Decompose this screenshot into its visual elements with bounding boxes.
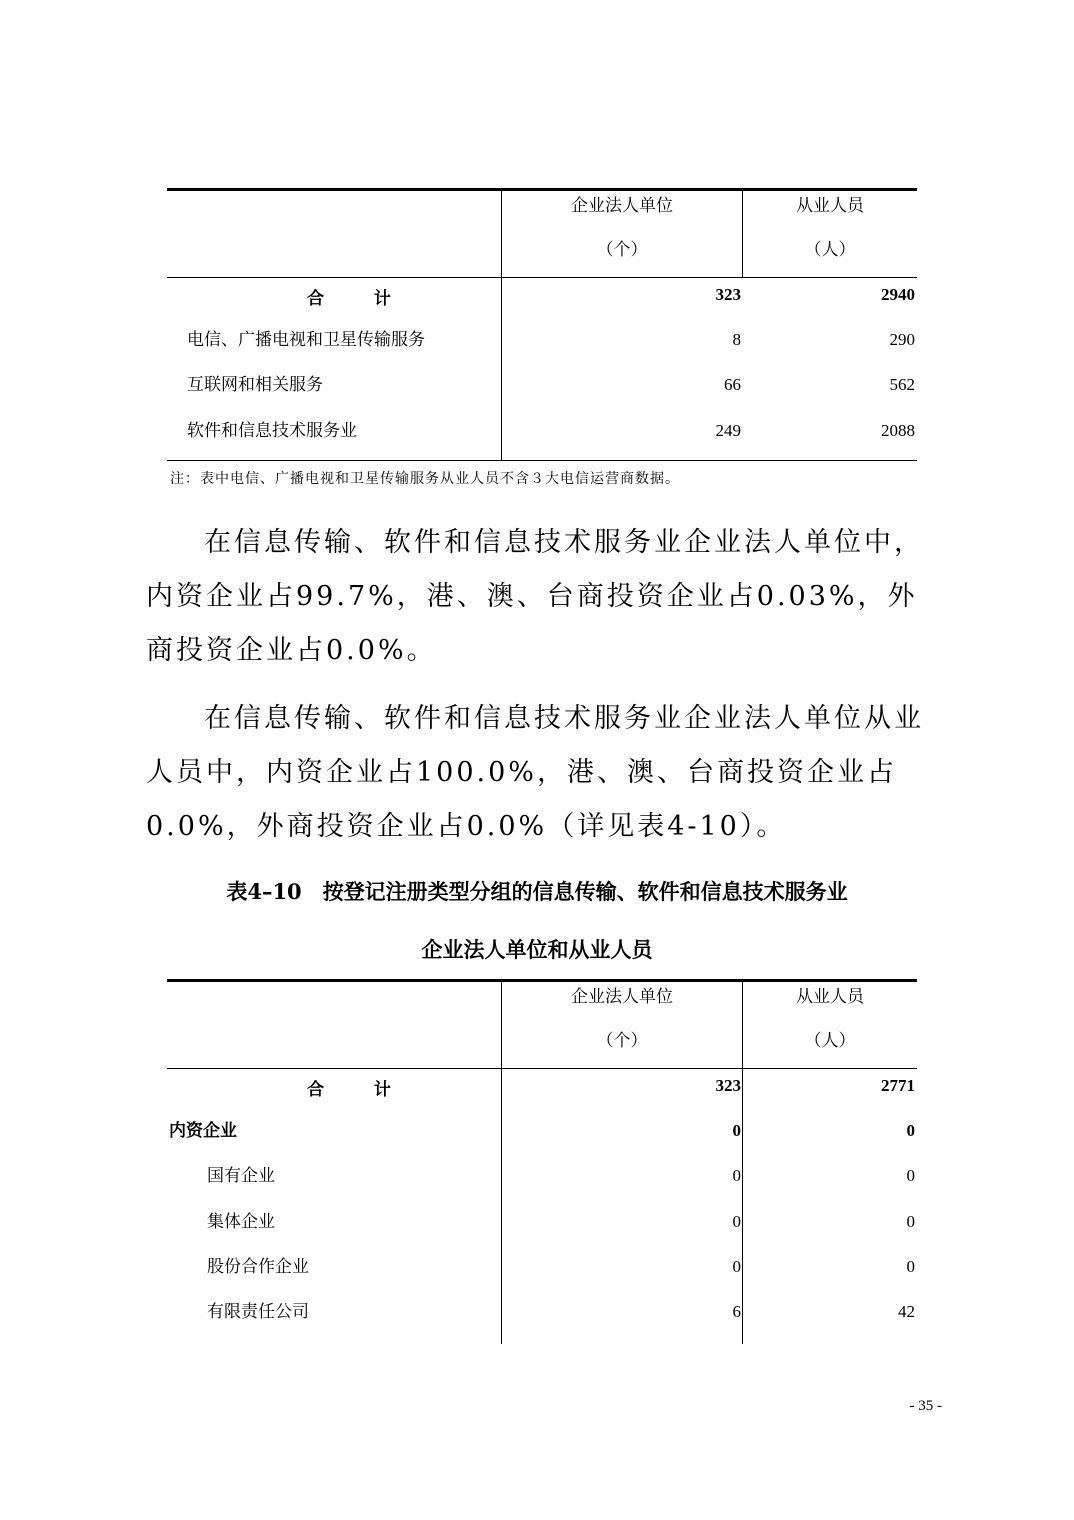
row-units: 66 xyxy=(724,375,741,394)
total-units: 323 xyxy=(715,1076,741,1095)
row-persons: 0 xyxy=(906,1166,915,1185)
row-persons: 0 xyxy=(906,1212,915,1231)
header-persons-unit: （人） xyxy=(804,240,856,260)
header-units: 企业法人单位 xyxy=(571,987,673,1007)
total-persons: 2771 xyxy=(881,1076,915,1095)
total-units: 323 xyxy=(715,285,741,304)
row-persons: 562 xyxy=(889,375,915,394)
row-units: 6 xyxy=(732,1302,741,1321)
row-units: 0 xyxy=(732,1257,741,1276)
row-units: 0 xyxy=(732,1212,741,1231)
row-label: 内资企业 xyxy=(169,1121,237,1141)
column-divider xyxy=(501,191,502,460)
header-units-unit: （个） xyxy=(596,240,648,260)
total-persons: 2940 xyxy=(881,285,915,304)
table-2 xyxy=(167,979,917,1344)
header-units-unit: （个） xyxy=(596,1031,648,1051)
row-persons: 0 xyxy=(906,1257,915,1276)
header-persons: 从业人员 xyxy=(796,196,864,216)
table-top-rule xyxy=(167,979,917,982)
table-caption-line-1: 表4–10 按登记注册类型分组的信息传输、软件和信息技术服务业 xyxy=(226,879,848,904)
row-label: 软件和信息技术服务业 xyxy=(187,421,357,441)
paragraph-text: 在信息传输、软件和信息技术服务业企业法人单位从业人员中，内资企业占100.0%，港、澳、台商投资企业占0.0%，外商投资企业占0.0%（详见表4-10）。 xyxy=(146,703,924,842)
header-persons-unit: （人） xyxy=(804,1031,856,1051)
row-label: 有限责任公司 xyxy=(207,1302,309,1322)
header-persons: 从业人员 xyxy=(796,987,864,1007)
header-units: 企业法人单位 xyxy=(571,196,673,216)
header-rule xyxy=(167,1068,917,1069)
total-label: 合 计 xyxy=(307,1080,413,1100)
row-units: 0 xyxy=(732,1121,741,1140)
row-units: 249 xyxy=(715,421,741,440)
row-units: 0 xyxy=(732,1166,741,1185)
row-persons: 290 xyxy=(889,330,915,349)
paragraph-2 xyxy=(146,692,946,854)
table-1 xyxy=(167,188,917,463)
paragraph-1 xyxy=(146,516,946,678)
row-persons: 42 xyxy=(898,1302,915,1321)
page-number: - 35 - xyxy=(909,1398,942,1414)
table-caption-line-2: 企业法人单位和从业人员 xyxy=(421,937,653,962)
row-label: 互联网和相关服务 xyxy=(187,375,323,395)
row-persons: 2088 xyxy=(881,421,915,440)
paragraph-text: 在信息传输、软件和信息技术服务业企业法人单位中，内资企业占99.7%，港、澳、台商投资企业占0.03%，外商投资企业占0.0%。 xyxy=(146,527,924,666)
row-persons: 0 xyxy=(906,1121,915,1140)
row-label: 股份合作企业 xyxy=(207,1257,309,1277)
row-label: 国有企业 xyxy=(207,1166,275,1186)
table-note: 注：表中电信、广播电视和卫星传输服务从业人员不含３大电信运营商数据。 xyxy=(170,471,680,487)
table-top-rule xyxy=(167,188,917,191)
total-label: 合 计 xyxy=(307,289,413,309)
table-bottom-rule xyxy=(167,460,917,461)
row-units: 8 xyxy=(732,330,741,349)
row-label: 集体企业 xyxy=(207,1212,275,1232)
header-rule xyxy=(167,277,917,278)
row-label: 电信、广播电视和卫星传输服务 xyxy=(187,330,425,350)
